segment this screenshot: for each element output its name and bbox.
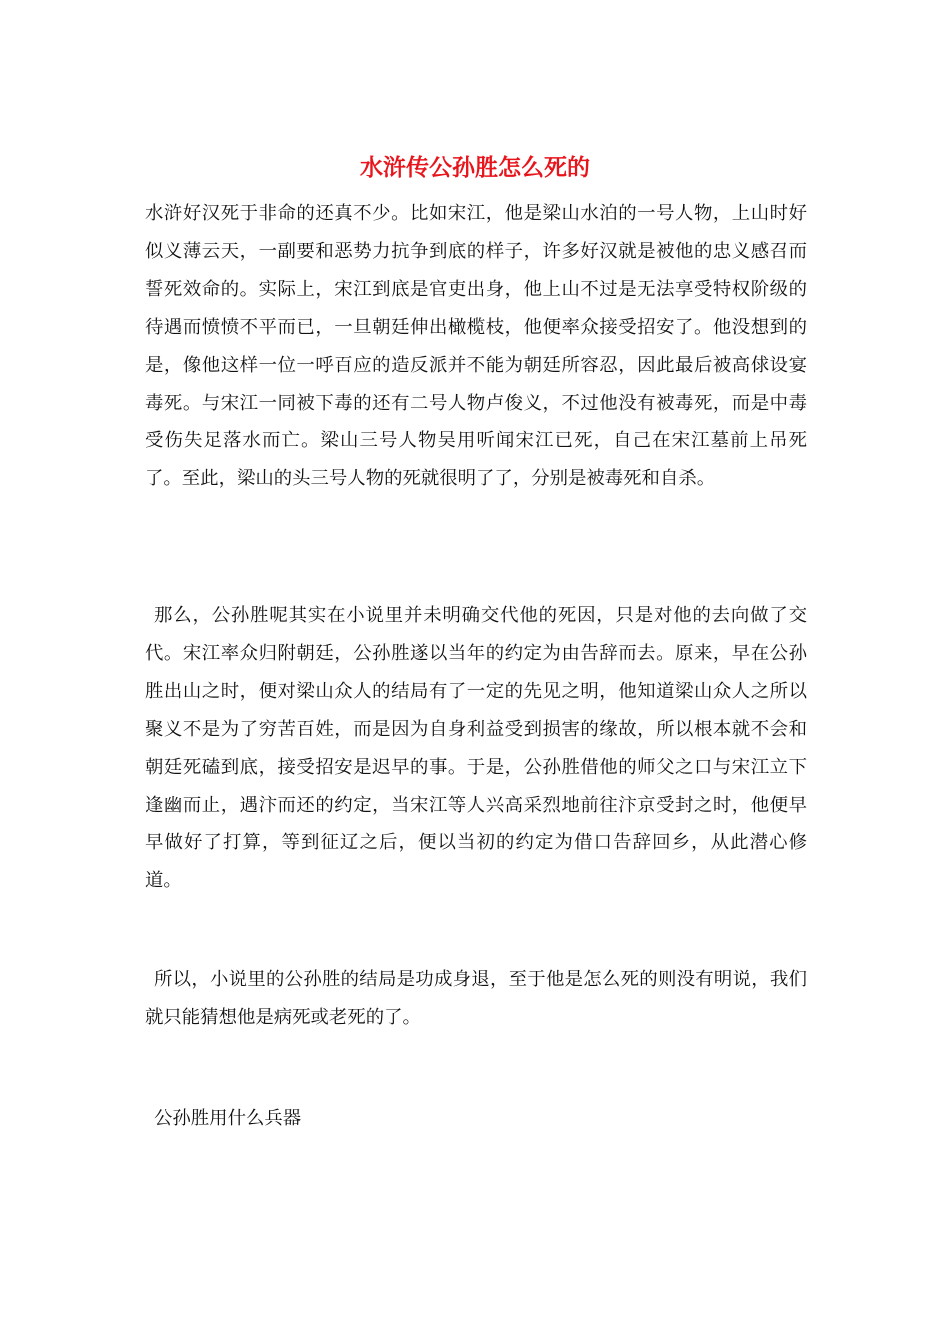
- section-heading-weapon: 公孙胜用什么兵器: [154, 1108, 302, 1129]
- paragraph-conclusion: 所以，小说里的公孙胜的结局是功成身退，至于他是怎么死的则没有明说，我们就只能猜想他是病死或老死的了。: [145, 969, 807, 1028]
- paragraph-gongsunsheng-fate: 那么，公孙胜呢其实在小说里并未明确交代他的死因，只是对他的去向做了交代。宋江率众归附朝廷，公孙胜遂以当年的约定为由告辞而去。原来，早在公孙胜出山之时，便对梁山众人的结局有了一定的先见之明，他知道梁山众人之所以聚义不是为了穷苦百姓，而是因为自身利益受到损害的缘故，所以根本就不会和朝廷死磕到底，接受招安是迟早的事。于是，公孙胜借他的师父之口与宋江立下逢幽而止，遇汴而还的约定，当宋江等人兴高采烈地前往汴京受封之时，他便早早做好了打算，等到征辽之后，便以当初的约定为借口告辞回乡，从此潜心修道。: [145, 605, 807, 892]
- paragraph-intro: 水浒好汉死于非命的还真不少。比如宋江，他是梁山水泊的一号人物，上山时好似义薄云天，一副要和恶势力抗争到底的样子，许多好汉就是被他的忠义感召而誓死效命的。实际上，宋江到底是官吏出身，他上山不过是无法享受特权阶级的待遇而愤愤不平而已，一旦朝廷伸出橄榄枝，他便率众接受招安了。他没想到的是，像他这样一位一呼百应的造反派并不能为朝廷所容忍，因此最后被高俅设宴毒死。与宋江一同被下毒的还有二号人物卢俊义，不过他没有被毒死，而是中毒受伤失足落水而亡。梁山三号人物吴用听闻宋江已死，自己在宋江墓前上吊死了。至此，梁山的头三号人物的死就很明了了，分别是被毒死和自杀。: [145, 203, 807, 490]
- document-title: 水浒传公孙胜怎么死的: [360, 154, 590, 181]
